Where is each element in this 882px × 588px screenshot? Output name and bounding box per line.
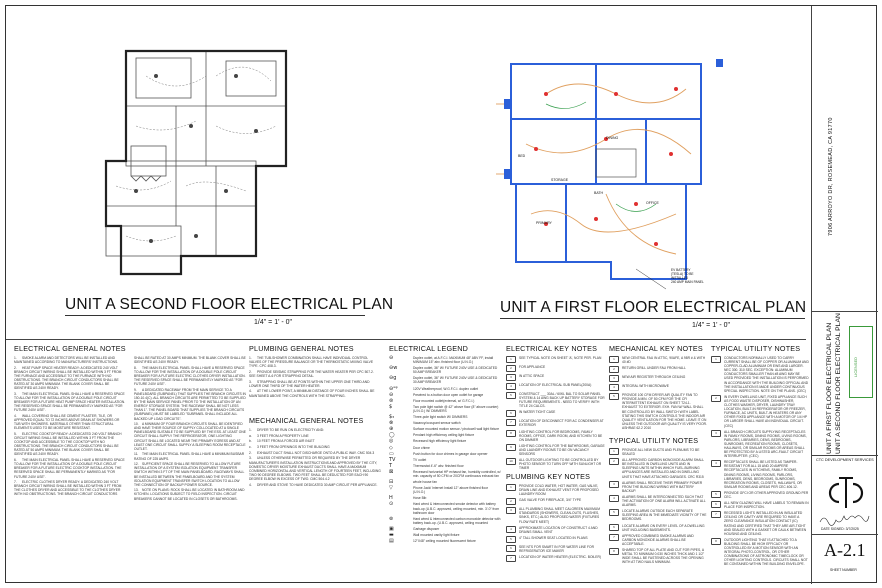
note-text: PROVIDE COLD WATER, HOT WATER, GAS VALVE, DRAIN LINE AND EXHAUST VENT FOR PROPOSED LAUNDRY ROOM (519, 484, 599, 497)
legend-row (389, 464, 501, 468)
note-number-tag: 3 (711, 430, 721, 437)
legend-description: Door chime (413, 445, 430, 450)
legend-symbol-icon: ⊖ʷᵖ (389, 385, 398, 392)
legend-description: Thermostat 4'-6" abv. finished floor (413, 463, 464, 468)
note-number-tag: 7 (506, 555, 516, 562)
note-item (609, 509, 707, 521)
note-number-tag: 4 (609, 495, 619, 502)
note-item: 1. THE TUB-SHOWER COMBINATION SHALL HAVE INDIVIDUAL CONTROL VALVES OF THE PRESSURE BALANCE OR THE THERMOSTATIC MIXING VALVE TYPE. CPC 408.3. (249, 356, 374, 369)
legend-description: Phone Jack/ Internet Install 12" above finished floor (U.N.O.) (413, 486, 489, 495)
note-text: RETURN GRILL UNDER FAU FROM HALL (622, 366, 686, 371)
note-text: PROVIDE ALL NEW DUCTS AND PLENUMS TO BE SEALED (622, 448, 700, 457)
legend-symbol-icon: H (389, 495, 393, 502)
legend-description: Three-pole light switch W/ DIMMERS (413, 415, 468, 420)
legend-symbol-icon: ◎ (389, 438, 394, 445)
note-item: 7. ELECTRIC CLOTHES DRYER READY: A DEDICATED 240 VOLT BRANCH CIRCUIT WIRING SHALL BE INSTALLED WITHIN 3 FT FROM THE CLOTHES DRYER AND ACCESSIBLE TO THE CLOTHES DRYER WITH NO OBSTRUCTIONS. THE BRANCH CIRCUIT CONDUCTORS SHALL BE RATED AT 30 AMPS MINIMUM. THE BLANK COVER SHALL BE IDENTIFIED AS 240V READY. (14, 356, 246, 497)
electrical-legend (389, 344, 501, 580)
note-item (506, 383, 606, 390)
room-label-office: OFFICE (646, 201, 659, 205)
legend-symbol-icon: ⊟ (389, 479, 394, 486)
note-item (609, 384, 707, 391)
room-label-primary: PRIMARY (536, 221, 552, 225)
note-number-tag: 1 (506, 484, 516, 491)
title-underline (65, 315, 365, 316)
legend-description: Prewired to a button door open outlet for garage (413, 392, 484, 397)
typical-utility-notes-right (711, 344, 809, 580)
typical-utility-notes-title: TYPICAL UTILITY NOTES (609, 436, 699, 445)
note-text: APPROVED COMBINED SMOKE ALARMS AND CARBON MONOXIDE ALARMS SHALL BE ACCEPTABLE. (622, 533, 694, 546)
date-signed: DATE SIGNED: 3/7/2025 (821, 527, 859, 531)
note-item (711, 511, 809, 536)
typical-utility-notes-list (609, 448, 707, 564)
note-item: 3. THE MAIN ELECTRICAL PANEL SHALL HAVE A RESERVED SPACE TO ALLOW FOR THE INSTALLATION OF A DOUBLE POLE CIRCUIT BREAKER FOR A FUTURE HEAT PUMP SPACE HEATER INSTALLATION. THE RESERVED SPACE SHALL BE PERMANENTLY MARKED AS "FOR FUTURE 240V USE". (14, 391, 126, 413)
legend-description: 12"X48" ceiling mounted fluorescent fixture (413, 539, 476, 544)
legend-row (389, 517, 501, 525)
legend-row (389, 480, 501, 484)
legend-symbol-icon: ⊙ (389, 501, 394, 508)
note-number-tag: 2 (609, 458, 619, 465)
note-item (506, 444, 606, 456)
legend-row (389, 452, 501, 456)
electrical-general-notes-title: ELECTRICAL GENERAL NOTES (14, 344, 126, 353)
stamp-text: LICENSED (853, 356, 858, 377)
note-item (711, 501, 809, 509)
legend-symbol-icon: ⊠ (389, 468, 394, 475)
mechanical-general-notes (249, 416, 381, 576)
note-item: 11. THE MAIN ELECTRICAL PANEL SHALL HAVE A MINIMUM BUSBAR RATING OF 225 AMPS. (134, 452, 245, 461)
note-text: SEE TYPICAL NOTE ON SHEET 'A', NOTE PER. PLAN (519, 356, 602, 360)
note-item (506, 526, 606, 534)
legend-row (389, 458, 501, 462)
note-item (506, 484, 606, 496)
note-number-tag: 5 (711, 491, 721, 498)
note-text: RECESSED LIGHTS INSTALLED IN AN INSULATED CEILING OR CAVITY ARE REQUIRED TO HAVE A ZERO CLEARANCE INSULATION CONTACT (IC) RATING AND CERTIFIED THAT THEY ARE AIR-TIGHT AND SEALED WITH A GASKET OR CAULK BETWEEN HOUSING AND CEILING. (724, 511, 807, 536)
second-floor-plan-scale: 1/4" = 1' - 0" (254, 319, 293, 326)
note-item (506, 374, 606, 381)
legend-description: Garbage disposer (413, 526, 440, 531)
legend-description: Hard wired & interconnected carbon monoxide detector with battery back-up. (U.B.C. approved, ceiling mounted (413, 516, 501, 525)
drawing-sheet (5, 5, 877, 583)
note-item (506, 430, 606, 442)
legend-row (389, 433, 501, 437)
room-label-bath: BATH (594, 191, 604, 195)
legend-description: TV outlet (413, 457, 427, 462)
legend-description: Wall mounted vanity light fixture (413, 533, 460, 537)
note-item (609, 366, 707, 373)
note-number-tag: 2 (506, 365, 516, 372)
title-block-divider (811, 311, 878, 312)
legend-row (389, 470, 501, 478)
legend-description: Duplex outlet, 36" W/ FUTURE 240V USE & DEDICATED 50 AMP BREAKER (413, 366, 498, 375)
note-number-tag: 4 (711, 460, 721, 467)
second-floor-plan-title: UNIT A SECOND FLOOR ELECTRICAL PLAN (65, 296, 394, 313)
legend-symbol-icon: ▭ (389, 450, 394, 457)
note-number-tag: 8 (506, 430, 516, 437)
note-item (609, 548, 707, 564)
legend-description: Hard wired & interconnected smoke detector with battery back-up (U.B.C. approved, ceiling mounted, min. 3'-0" from bathroom door (413, 502, 500, 515)
note-text: APPROXIMATE LOCATION OF CONSTRUCT 4 AND DRAINS SMALL VENT (519, 525, 598, 534)
legend-symbol-icon: ▽ (389, 485, 393, 492)
legend-symbol-icon: TV (389, 456, 396, 463)
note-item (609, 495, 707, 507)
first-floor-plan-drawing (486, 44, 726, 289)
legend-symbol-icon: $₃ (389, 414, 395, 421)
note-item: 6. THE MAIN ELECTRICAL PANEL SHALL HAVE A RESERVED SPACE TO ALLOW FOR THE INSTALLATION OF A DOUBLE POLE CIRCUIT BREAKER FOR A FUTURE ELECTRIC COOKTOP INSTALLATION. THE RESERVED SPACE SHALL BE PERMANENTLY MARKED AS "FOR FUTURE 240V USE". (14, 458, 125, 479)
electrical-legend-title: ELECTRICAL LEGEND (389, 344, 469, 353)
legend-row (389, 405, 501, 413)
note-item: 10. A MINIMUM OF FOUR BRANCH CIRCUITS SHALL BE IDENTIFIED AND HAVE THEIR SOURCE OF SUPPLY COLLOCATED AT A SINGLE PANELBOARD SUITABLE TO BE SUPPLIED BY THE ESS. AT LEAST ONE CIRCUIT SHALL SUPPLY THE REFRIGERATOR, ONE LIGHTING CIRCUIT SHALL BE LOCATED NEAR THE PRIMARY EGRESS AND AT LEAST ONE CIRCUIT SHALL SUPPLY A SLEEPING ROOM RECEPTACLE OUTLET. (134, 422, 246, 451)
plumbing-general-notes (249, 344, 381, 414)
note-text: ALARMS SHALL BE INTERCONNECTED SUCH THAT THE ACTIVATION OF ONE ALARM WILL ACTIVATE ALL ALARMS. (622, 494, 706, 508)
note-item (609, 356, 707, 364)
note-item (609, 458, 707, 478)
note-item: 13. NOTE ON PLANS: ROCK SHALL BE LOCATED IN BATHROOM AND KITCHEN. LOCATIONS SUBJECT TO FIELD INSPECTION. CIRCUIT BREAKERS CANNOT BE LOCATED IN CLOSETS OR BATHROOMS. (134, 488, 245, 501)
note-item: 3. STRAPPING SHALL BE AT POINTS WITHIN THE UPPER ONE THIRD AND LOWER ONE THIRD OF THE WATER HEATER. (249, 379, 370, 388)
plumbing-general-notes-title: PLUMBING GENERAL NOTES (249, 344, 354, 353)
note-item (609, 448, 707, 456)
note-number-tag: 1 (609, 448, 619, 455)
mechanical-key-notes-title: MECHANICAL KEY NOTES (609, 344, 703, 353)
note-text: LOCATION OF WATER HEATER (ELECTRIC. BOILER) (519, 555, 601, 560)
note-item (711, 395, 809, 428)
note-item: 2. HEAT PUMP SPACE HEATER READY: A DEDICATED 240 VOLT BRANCH CIRCUIT WIRING SHALL BE INSTALLED WITHIN 3 FT FROM THE FURNACE AND ACCESSIBLE TO THE FURNACE WITH NO OBSTRUCTIONS. THE BRANCH CIRCUIT CONDUCTORS SHALL BE RATED AT 30 AMPS MINIMUM. THE BLANK COVER SHALL BE IDENTIFIED AS 240V READY. (14, 365, 122, 391)
note-number-tag: 3 (506, 507, 516, 514)
legend-symbol-icon: $ (389, 403, 393, 410)
legend-description: Duplex outlet, at A.F.C.I. MAXIMUM 48" ABV FF, install MINIMUM 15" abv. finished floor (U.N.O.) (413, 356, 494, 365)
note-item: 12. SUFFICIENT SPACE SHALL BE RESERVED TO ALLOW FUTURE INSTALLATION OF A SYSTEM ISOLATION EQUIPMENT TRANSFER SWITCH WITHIN 3 FT OF THE MAIN PANELBOARD. RACEWAYS SHALL BE INSTALLED BETWEEN THE PANELBOARD AND THE SYSTEM ISOLATION EQUIPMENT TRANSFER SWITCH LOCATION TO ALLOW THE CONNECTION OF BACKUP POWER SOURCE. (134, 462, 245, 487)
note-number-tag: 1 (609, 356, 619, 363)
note-item (506, 498, 606, 505)
note-item: 5. ELECTRIC COOKTOP READY: A DEDICATED 240 VOLT BRANCH CIRCUIT WIRING SHALL BE INSTALLED WITHIN 3 FT FROM THE COOKTOP AND ACCESSIBLE TO THE COOKTOP WITH NO OBSTRUCTIONS. THE BRANCH CIRCUIT CONDUCTORS SHALL BE RATED AT 50 AMPS MINIMUM. THE BLANK COVER SHALL BE IDENTIFIED AS 240V READY. (14, 431, 122, 457)
legend-row (389, 356, 501, 364)
note-item: 2. EXHAUST DUCT SHALL NOT DISCHARGE ONTO A PUBLIC WAY. CMC 504.3 (249, 450, 375, 455)
note-text: OUTDOOR LIGHTING THAT IS ATTACHED TO A BUILDING SHALL BE HIGH EFFICACY OR CONTROLLED BY A MOTION SENSOR WITH AN INTEGRAL PHOTO-CONTROL, OR OTHER COMBINATIONS OF ASTRONOMIC TIMECLOCK OR OTHER LIGHTING CONTROLS. CIRCUITS SHALL NOT BE CONTAINED WITHIN THE BUILDING ENVELOPE. (724, 537, 808, 567)
ev-battery-note: EV BATTERY (TESLA) TO BE INSTALLED 240 AMP MAIN PANEL (671, 268, 704, 284)
note-number-tag: 5 (609, 393, 619, 400)
note-item: 1. DRYER TO BE RUN ON ELECTRICITY AND: (249, 428, 324, 432)
note-number-tag: 3 (609, 375, 619, 382)
company-name: CTC DEVELOPMENT SERVICES (816, 458, 874, 462)
typical-utility-notes-middle (609, 436, 707, 580)
note-item: c. 3 FEET FROM OPENINGS INTO THE BUILDING (249, 445, 330, 450)
note-number-tag: 7 (711, 511, 721, 518)
company-logo (821, 474, 871, 514)
legend-symbol-icon: T (389, 462, 393, 469)
legend-row (389, 486, 501, 494)
note-text: 4" TALL SHOWER SEAT LOCATED IN PLANS (519, 535, 588, 540)
legend-description: Duplex outlet, 36" W/ FUTURE 240V USE & DEDICATED 30 AMP BREAKER (413, 376, 498, 385)
title-block-divider (811, 534, 878, 535)
note-item (711, 460, 809, 489)
first-floor-plan-title: UNIT A FIRST FLOOR ELECTRICAL PLAN (500, 299, 807, 316)
note-number-tag: 5 (506, 536, 516, 543)
note-text: SEE NTS FOR SMART IN FOR WATER LINE FOR REFRIGERATOR ICE MAKER (519, 544, 594, 553)
legend-symbol-icon: ⊗ (389, 420, 394, 427)
plumbing-key-notes-title: PLUMBING KEY NOTES (506, 472, 591, 481)
note-text: ALL APPROVED CARBON MONOXIDE ALARM SHALL BE INSTALLED IN DWELLING UNITS AND IN SLEEPING UNITS WITHIN WHICH FUEL-BURNING APPLIANCES ARE INSTALLED AND IN DWELLING UNITS THAT HAVE ATTACHED GARAGES. CRC R315 (622, 458, 705, 479)
legend-symbol-icon: ⊕ (389, 426, 394, 433)
note-text: GAS VALVE FOR FIREPLACE, 3/4" TYPE (519, 498, 582, 503)
legend-row (389, 393, 501, 397)
note-item (506, 555, 606, 562)
professional-stamp (849, 326, 873, 398)
note-text: ALL NEW GLAZING WILL HAVE LABELS TO REMAIN IN PLACE FOR INSPECTION. (724, 501, 809, 510)
note-number-tag: 2 (711, 395, 721, 402)
legend-description: Surface mounted motion sensor / photocell wall light fixture (413, 427, 500, 432)
legend-symbol-icon: ◇ (389, 444, 393, 451)
legend-symbol-icon: ⊖ (389, 355, 394, 361)
note-item: 4. WALL COVERING SHALL BE CEMENT PLASTER, TILE, OR APPROVED EQUAL TO 72 INCHES ABOVE DRAIN AT SHOWERS OR TUB WITH SHOWERS. MATERIALS OTHER THAN STRUCTURAL ELEMENTS USED TO BE MOISTURE RESISTANT. (14, 414, 120, 431)
note-number-tag: 3 (506, 374, 516, 381)
note-text: LOCATE ALARMS ON EVERY LEVEL OF A DWELLING UNIT INCLUDING BASEMENTS. (622, 523, 705, 532)
note-item: 1. SMOKE ALARM AND DETECTORS WILL BE INSTALLED AND MAINTAINED ACCORDING TO MANUFACTURERS' INSTRUCTIONS. (14, 356, 119, 365)
note-item (711, 356, 809, 393)
legend-symbol-icon: ▤ (389, 538, 394, 545)
legend-symbol-icon: ⊖ (389, 391, 394, 398)
note-number-tag: 9 (506, 444, 516, 451)
note-number-tag: 5 (506, 392, 516, 399)
legend-symbol-icon: ▣ (389, 525, 394, 532)
note-text: CONDUCTORS NORMALLY USED TO CARRY CURRENT SHALL BE OF COPPER OR ALUMINUM AND COPPER-CLAD ALUMINUM OR EWS AND LARGER. NEC 300. 310 SEC. EXCEPTION: ALUMINUM CONDUCTORS SMALLER THAN #8 AWG MAY BE USED PROVIDED THE INSTALLATION IS PERFORMED IN ACCORDANCE WITH THE BUILDING OFFICIAL AND THE INSTALLATION IS MADE UNDER CONTINUOUS SPECIAL INSPECTION. NOTE ON THE PLANS. (CEC) (724, 356, 809, 393)
typical-utility-notes-title: TYPICAL UTILITY NOTES (711, 344, 801, 353)
legend-row (389, 527, 501, 531)
note-text: LIGHTING CONTROL FOR THE BATHROOMS, GARAGE AND LAUNDRY ROOMS TO BE ON VACANCY SENSORS (519, 443, 605, 457)
notes-separator (6, 339, 806, 340)
note-text: IN ATTIC SPACE (519, 374, 545, 378)
note-item (506, 392, 606, 408)
note-item (711, 491, 809, 499)
legend-symbol-icon: ▬ (389, 532, 394, 538)
note-item: 4. DRYER AND STOVE TO HAVE DEDICATED 30 AMP CIRCUIT PER APPLIANCE. (249, 482, 378, 487)
note-number-tag: 8 (711, 538, 721, 545)
note-item (711, 430, 809, 459)
note-text: LOCATE ALARMS OUTSIDE EACH SEPARATE SLEEPING AREA IN THE IMMEDIATE VICINITY OF THE BEDROOMS. (622, 509, 707, 522)
legend-description: 120V Weatherproof, W.G.F.C.I. duplex outlet (413, 386, 478, 391)
note-number-tag: 6 (609, 524, 619, 531)
legend-row (389, 366, 501, 374)
note-text: SHARED TOP OF ALL PLATE AND CUT FOR PIPES, A METAL TO MINIMUM 0.030 INCHES THICK AND 1 1/2" WIDE SHALL BE FASTENED ACROSS THE OPENING WITH AT TWO NAILS MINIMUM. (622, 547, 705, 565)
note-number-tag: 4 (506, 526, 516, 533)
legend-symbol-icon: ⊜ (389, 397, 394, 404)
legend-description: Floor mounted outlet(external, w/ G.F.C.I.) (413, 398, 475, 403)
note-text: INTEGRAL WITH MICROWAVE (622, 384, 669, 389)
legend-row (389, 496, 501, 500)
title-block-border (811, 6, 812, 584)
legend-row (389, 415, 501, 419)
legend-row (389, 539, 501, 543)
mechanical-key-notes-list (609, 356, 707, 430)
note-text: ALARMS SHALL RECEIVE THEIR PRIMARY POWER FROM THE BUILDING WIRING WITH BATTERY BACKUP. (622, 480, 703, 493)
first-floor-plan-scale: 1/4" = 1' - 0" (692, 322, 731, 329)
note-text: RECEPTACLES SHALL BE LISTED AS TAMPER-RESISTANT FOR ALL 15 AND 20 AMPERE RECEPTACLES IN KITCHENS, FAMILY ROOMS, DINING ROOMS, LIVING ROOMS, PARLORS, LIBRARIES, DENS, BEDROOMS, SUNROOMS, RECREATION ROOMS, CLOSETS, HALLWAYS, OR SIMILAR ROOMS AND AREAS PER CEC 406.12. (724, 460, 802, 489)
legend-row (389, 439, 501, 443)
note-text: NEW CENTRAL FAU IN ATTIC, 90AFE, A 98R # & WITH 40 #D (622, 356, 706, 365)
note-text: LOCATION OF DISCONNECT FOR AC CONDENSER AT EXTERIOR (519, 419, 604, 428)
note-text: LIGHTING CONTROL FOR BEDROOMS, FAMILY ROOMS, OFFICE, DARK ROOM, AND KITCHEN TO BE ON DIMMER (519, 429, 603, 442)
legend-row (389, 446, 501, 450)
note-number-tag: 6 (506, 410, 516, 417)
room-label-storage: STORAGE (551, 178, 569, 182)
sheet-number-label: SHEET NUMBER (830, 568, 857, 572)
legend-row (389, 427, 501, 431)
signature (818, 514, 873, 526)
note-text: NEW AIR REGISTER THROUGH CEILING (622, 375, 686, 380)
note-item (506, 458, 606, 469)
electrical-legend-list (389, 356, 501, 543)
mechanical-general-notes-title: MECHANICAL GENERAL NOTES (249, 416, 364, 425)
note-number-tag: 5 (609, 509, 619, 516)
legend-row (389, 387, 501, 391)
note-text: PROVIDE GFCI OR OTHER APPROVED GROUND PER CEC. (724, 490, 809, 499)
note-number-tag: 6 (506, 545, 516, 552)
note-text: ALL BRANCH CIRCUITS SUPPLYING RECEPTACLES IN FAMILY ROOMS, DINING ROOMS, LIVING ROOMS, PARLORS, LIBRARIES, DENS, BEDROOMS, SUNROOMS, RECREATION ROOMS, CLOSETS, HALLWAYS, OR SIMILAR ROOMS OR AREAS SHALL BE PROTECTED BY A LISTED ARC-FAULT CIRCUIT INTERRUPTER. (CEC) (724, 429, 807, 459)
note-number-tag: 7 (506, 419, 516, 426)
note-item (609, 524, 707, 532)
mechanical-key-notes (609, 344, 707, 432)
room-label-bed: BED (518, 154, 526, 158)
note-item (506, 419, 606, 427)
note-text: CONSTRUCT ___ 30AL / 60KL BAL TO SOLAR PANEL SYSTEM & 14 AWG BACK UP BATTERY STORAGE FOR FUTURE REQUIREMENTS - NEED TO VERIFY WITH TITLE 24 CALCS. (519, 392, 605, 409)
note-text: ALL OUTDOOR LIGHTING TO BE CONTROLLED BY PHOTO SENSOR TO TURN OFF WITH SUNLIGHT OR TIMER (519, 458, 602, 469)
note-item (506, 545, 606, 553)
legend-symbol-icon: ◯ (389, 432, 395, 439)
legend-row (389, 376, 501, 384)
note-number-tag: 4 (506, 383, 516, 390)
note-number-tag: 2 (506, 498, 516, 505)
note-item: a. 3 FEET FROM A PROPERTY LINE (249, 433, 309, 438)
sheet-number: A-2.1 (824, 540, 866, 560)
legend-description: Hose Bib (413, 496, 427, 501)
note-item (506, 365, 606, 372)
electrical-key-notes-title: ELECTRICAL KEY NOTES (506, 344, 598, 353)
note-number-tag: 2 (609, 366, 619, 373)
note-item: 4. AT THE LOWER POINT, A MINIMUM DISTANCE OF FOUR INCHES SHALL BE MAINTAINED ABOVE THE CONTROLS WITH THE STRAPPING. (249, 389, 375, 398)
legend-description: Push button for door chimes in garage door opener (413, 451, 488, 456)
note-item (506, 536, 606, 543)
legend-symbol-icon: ⊖w (389, 365, 398, 372)
second-floor-plan-drawing (76, 46, 306, 281)
legend-symbol-icon: ⊚ (389, 515, 394, 522)
legend-description: Two pole light switch @ 42" above floor (8" above counter) (U.N.O.) W/ DIMMERS (413, 404, 499, 413)
sheet-title-first-floor: UNIT A FIRST FLOOR ELECTRICAL PLAN (826, 322, 833, 454)
note-item: b. 10 FEET FROM A FORCED AIR INLET (249, 439, 315, 444)
legend-symbol-icon: ⊖g (389, 375, 397, 382)
legend-description: Pendant high efficiency ceiling light fixture (413, 433, 475, 438)
note-number-tag: 1 (711, 356, 721, 363)
note-item (609, 534, 707, 546)
legend-description: Recessed high efficiency light fixture (413, 439, 467, 444)
note-text: ALL PLUMBING SHALL MEET CALGREEN MAXIMUM STANDARDS (SHOWERS, CLEAN-OUTS, FLUSHES, SINKS, ETC.) ALSO PROPOSED WATER (FIXTURES FLOW RATE MEET) (519, 507, 601, 524)
note-number-tag: 8 (609, 548, 619, 555)
legend-description: whole house fan (413, 480, 438, 485)
legend-description: Vacancy/occupant sensor switch (413, 421, 461, 426)
note-number-tag: 6 (711, 501, 721, 508)
note-item (609, 481, 707, 493)
room-label-dining: DINING (606, 136, 619, 140)
project-address: 7906 ARROYO DR, ROSEMEAD, CA 91770 (828, 117, 834, 236)
note-item: 2. PROVIDE SEISMIC STRAPPING FOR THE WATER HEATER PER CPC 507.2. SEE SHEET A-6 FOR STRAPPING DETAIL. (249, 369, 374, 378)
legend-row (389, 502, 501, 514)
note-text: IN EVERY DWELLING UNIT, FIXED APPLIANCE SUCH AS FOOD WASTE DISPOSER, DISHWASHER, CLOTHES WASHER, DRYER, LAUNDRY TRAY LOCATION, BUILT-IN REFRIGERATOR OR FREEZER, FURNACE, AC UNITS, BUILT-IN HEATERS OR ANY OTHER FIXED APPLIANCE WITH A MOTOR OF 1/4 HP OR LARGER SHALL HAVE AN INDIVIDUAL CIRCUIT. (CEC) (724, 394, 808, 428)
electrical-key-notes-list (506, 356, 606, 469)
title-underline (500, 318, 805, 319)
note-text: IN WATER TIGHT CASE (519, 410, 556, 415)
note-item: 9. A DEDICATED RACEWAY FROM THE MAIN SERVICE TO A PANELBOARD (SUBPANEL) THAT SUPPLIES THE BRANCH CIRCUITS IN 150-10.4(C). ALL BRANCH CIRCUITS ARE PERMITTED TO BE SUPPLIED BY THE MAIN SERVICE PANEL PRIOR TO THE INSTALLATION OF AN ENERGY STORAGE SYSTEM. THE RACEWAY SHALL BE NOT LESS THAN 1". THE PANEL BOARD THAT SUPPLIES THE BRANCH CIRCUITS (SUBPANEL) MUST BE LABELED "SUBPANEL SHALL INCLUDE ALL BACKED UP LOAD CIRCUITS". (134, 387, 246, 421)
note-item (609, 375, 707, 382)
typical-utility-notes-list (711, 356, 809, 567)
legend-row (389, 533, 501, 537)
title-block-divider (811, 455, 878, 456)
note-item (506, 507, 606, 523)
note-item (711, 538, 809, 567)
electrical-general-notes (14, 344, 246, 580)
note-text: FOR APPLIANCE (519, 365, 546, 369)
note-item: 8. THE MAIN ELECTRICAL PANEL SHALL HAVE A RESERVED SPACE TO ALLOW FOR THE INSTALLATION OF A DOUBLE POLE CIRCUIT BREAKER FOR A FUTURE ELECTRIC CLOTHES DRYER INSTALLATION. THE RESERVED SPACE SHALL BE PERMANENTLY MARKED AS "FOR FUTURE 240V USE". (134, 365, 246, 387)
note-item (506, 356, 606, 363)
note-number-tag: 4 (609, 384, 619, 391)
note-number-tag: 10 (506, 458, 516, 465)
note-text: PROVIDE 100 CFM DRYER AIR QUALITY FAN TO PROVIDE A MIN. OF 50 CFM FOR THE CFI INTERMITTENT EXHAUST ON SHEET T24-1. EXHAUST TO EXTERIOR. EXH. FAN W/ WALL SHALL BE CONTROLLED BY WALL SWITCH WITH LABEL STATING THIS SWITCH CONTROLS THE INDOOR AIR QUALITY VENTILATION FOR THE HOME. LEAVE IT ON UNLESS THE OUTDOOR AIR QUALITY IS VERY POOR. ASHRAE 62.2 2010 (622, 393, 707, 430)
legend-row (389, 399, 501, 403)
note-item: 3. UNLESS OTHERWISE PERMITTED OR REQUIRED BY THE DRYER MANUFACTURER'S INSTALLATION INSTRUCTIONS AND APPROVED BY THE CITY, DOMESTIC DRYER MOISTURE EXHAUST DUCTS SHALL HAVE A MAXIMUM COMBINED HORIZONTAL AND VERTICAL LENGTH OF FOURTEEN FEET, INCLUDING TWO 90 DEGREE ELBOWS. TWO FEET SHALL BE DEDUCTED FOR EACH 90 DEGREE ELBOW IN EXCESS OF TWO. CMC 504.4.2 (249, 456, 381, 481)
legend-description: Recessed horizontal HP exhaust fan, humidity controlled, w/ min. capacity of 50 CFM or 20CFM continuous exhaust fan (413, 469, 501, 478)
sheet-title-second-floor: UNIT A SECOND FLOOR ELECTRICAL PLAN (835, 313, 842, 454)
note-number-tag: 1 (506, 356, 516, 363)
note-item (609, 393, 707, 430)
electrical-key-notes (506, 344, 606, 469)
note-text: LOCATION OF ELECTRICAL SUB PANEL(200A) (519, 383, 592, 387)
plumbing-key-notes (506, 472, 606, 580)
legend-row (389, 421, 501, 425)
note-number-tag: 3 (609, 481, 619, 488)
note-item (506, 410, 606, 417)
plumbing-key-notes-list (506, 484, 606, 562)
note-number-tag: 7 (609, 534, 619, 541)
